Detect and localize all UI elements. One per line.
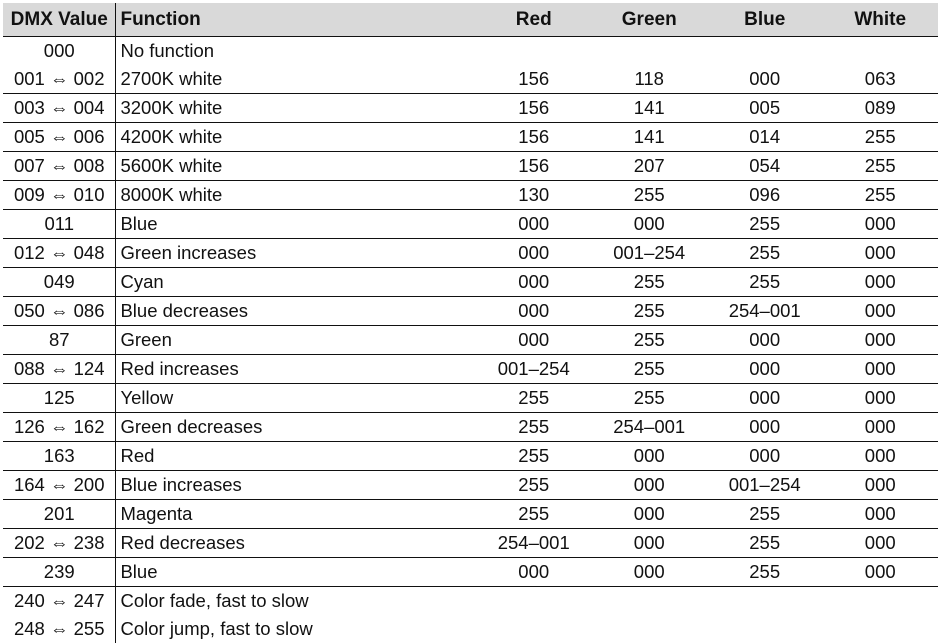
cell-blue: 255 xyxy=(707,239,822,268)
cell-red: 000 xyxy=(476,297,591,326)
cell-red: 255 xyxy=(476,384,591,413)
cell-red: 130 xyxy=(476,181,591,210)
cell-function: 2700K white xyxy=(116,65,476,94)
cell-blue: 005 xyxy=(707,94,822,123)
table-row xyxy=(3,65,938,94)
cell-white: 063 xyxy=(822,65,938,94)
cell-red: 000 xyxy=(476,558,591,587)
cell-dmx: 163 xyxy=(3,442,116,471)
table-row xyxy=(3,413,938,442)
cell-white: 000 xyxy=(822,384,938,413)
cell-blue: 000 xyxy=(707,326,822,355)
cell-blue: 000 xyxy=(707,384,822,413)
table-row xyxy=(3,471,938,500)
cell-blue: 054 xyxy=(707,152,822,181)
cell-dmx: 201 xyxy=(3,500,116,529)
cell-red: 000 xyxy=(476,326,591,355)
cell-green: 000 xyxy=(591,529,706,558)
table-row xyxy=(3,558,938,587)
cell-function: Magenta xyxy=(116,500,476,529)
cell-green xyxy=(591,37,706,66)
cell-red: 000 xyxy=(476,210,591,239)
cell-function: Blue increases xyxy=(116,471,476,500)
cell-green xyxy=(591,587,706,616)
cell-blue: 255 xyxy=(707,210,822,239)
cell-dmx: 005 ⇔ 006 xyxy=(3,123,116,152)
cell-white: 000 xyxy=(822,500,938,529)
header-blue: Blue xyxy=(707,3,822,37)
cell-white: 000 xyxy=(822,297,938,326)
cell-blue: 001–254 xyxy=(707,471,822,500)
table-header-row xyxy=(3,3,938,37)
table-row xyxy=(3,123,938,152)
cell-green: 255 xyxy=(591,181,706,210)
header-red: Red xyxy=(476,3,591,37)
cell-green: 255 xyxy=(591,297,706,326)
cell-function: Green decreases xyxy=(116,413,476,442)
cell-blue: 255 xyxy=(707,558,822,587)
cell-green: 255 xyxy=(591,268,706,297)
cell-dmx: 001 ⇔ 002 xyxy=(3,65,116,94)
table-row xyxy=(3,355,938,384)
cell-white xyxy=(822,37,938,66)
cell-green: 255 xyxy=(591,384,706,413)
cell-red: 255 xyxy=(476,442,591,471)
header-dmx-value: DMX Value xyxy=(3,3,116,37)
header-white: White xyxy=(822,3,938,37)
cell-white: 255 xyxy=(822,123,938,152)
cell-function: Blue xyxy=(116,210,476,239)
cell-white xyxy=(822,615,938,643)
cell-blue: 000 xyxy=(707,65,822,94)
table-body xyxy=(3,37,938,643)
cell-function: Red increases xyxy=(116,355,476,384)
cell-dmx: 248 ⇔ 255 xyxy=(3,615,116,643)
cell-white xyxy=(822,587,938,616)
cell-blue: 096 xyxy=(707,181,822,210)
cell-blue: 255 xyxy=(707,268,822,297)
cell-blue: 014 xyxy=(707,123,822,152)
cell-dmx: 125 xyxy=(3,384,116,413)
cell-red: 000 xyxy=(476,268,591,297)
cell-red: 156 xyxy=(476,94,591,123)
cell-red: 255 xyxy=(476,471,591,500)
table-row xyxy=(3,152,938,181)
cell-white: 255 xyxy=(822,152,938,181)
cell-green: 000 xyxy=(591,500,706,529)
cell-green: 118 xyxy=(591,65,706,94)
cell-red: 001–254 xyxy=(476,355,591,384)
cell-blue xyxy=(707,37,822,66)
table-row xyxy=(3,384,938,413)
cell-function: 5600K white xyxy=(116,152,476,181)
cell-green: 000 xyxy=(591,558,706,587)
cell-green: 255 xyxy=(591,355,706,384)
table-row xyxy=(3,181,938,210)
cell-blue xyxy=(707,615,822,643)
table-row xyxy=(3,615,938,643)
header-green: Green xyxy=(591,3,706,37)
cell-red: 255 xyxy=(476,413,591,442)
cell-red: 156 xyxy=(476,152,591,181)
table-row xyxy=(3,442,938,471)
cell-red: 000 xyxy=(476,239,591,268)
cell-green: 255 xyxy=(591,326,706,355)
cell-function: Red xyxy=(116,442,476,471)
cell-dmx: 088 ⇔ 124 xyxy=(3,355,116,384)
cell-blue: 255 xyxy=(707,500,822,529)
table-row xyxy=(3,529,938,558)
table-row xyxy=(3,326,938,355)
table-row xyxy=(3,297,938,326)
cell-function: Blue xyxy=(116,558,476,587)
cell-function: 3200K white xyxy=(116,94,476,123)
header-function: Function xyxy=(116,3,476,37)
cell-red: 156 xyxy=(476,65,591,94)
cell-green: 141 xyxy=(591,123,706,152)
cell-green: 001–254 xyxy=(591,239,706,268)
cell-dmx: 050 ⇔ 086 xyxy=(3,297,116,326)
cell-green: 000 xyxy=(591,471,706,500)
cell-dmx: 009 ⇔ 010 xyxy=(3,181,116,210)
cell-white: 255 xyxy=(822,181,938,210)
cell-function: 4200K white xyxy=(116,123,476,152)
cell-function: Blue decreases xyxy=(116,297,476,326)
cell-green: 141 xyxy=(591,94,706,123)
cell-dmx: 164 ⇔ 200 xyxy=(3,471,116,500)
cell-function: 8000K white xyxy=(116,181,476,210)
cell-dmx: 049 xyxy=(3,268,116,297)
dmx-function-table xyxy=(3,3,938,643)
table-row xyxy=(3,37,938,66)
cell-blue: 255 xyxy=(707,529,822,558)
cell-white: 000 xyxy=(822,413,938,442)
cell-blue: 000 xyxy=(707,413,822,442)
cell-white: 000 xyxy=(822,471,938,500)
cell-function: Green increases xyxy=(116,239,476,268)
cell-green: 254–001 xyxy=(591,413,706,442)
cell-white: 000 xyxy=(822,210,938,239)
cell-green: 000 xyxy=(591,442,706,471)
cell-dmx: 126 ⇔ 162 xyxy=(3,413,116,442)
cell-function: Green xyxy=(116,326,476,355)
cell-dmx: 007 ⇔ 008 xyxy=(3,152,116,181)
cell-function: Yellow xyxy=(116,384,476,413)
cell-dmx: 87 xyxy=(3,326,116,355)
table-row xyxy=(3,239,938,268)
cell-white: 000 xyxy=(822,326,938,355)
cell-dmx: 240 ⇔ 247 xyxy=(3,587,116,616)
cell-red: 254–001 xyxy=(476,529,591,558)
table-row xyxy=(3,500,938,529)
cell-blue: 254–001 xyxy=(707,297,822,326)
cell-dmx: 011 xyxy=(3,210,116,239)
table-row xyxy=(3,210,938,239)
cell-red: 156 xyxy=(476,123,591,152)
cell-function: Color fade, fast to slow xyxy=(116,587,476,616)
cell-white: 000 xyxy=(822,355,938,384)
cell-green xyxy=(591,615,706,643)
cell-white: 089 xyxy=(822,94,938,123)
cell-red xyxy=(476,587,591,616)
cell-dmx: 003 ⇔ 004 xyxy=(3,94,116,123)
cell-white: 000 xyxy=(822,239,938,268)
cell-white: 000 xyxy=(822,529,938,558)
table-row xyxy=(3,94,938,123)
cell-dmx: 000 xyxy=(3,37,116,66)
cell-blue: 000 xyxy=(707,355,822,384)
cell-blue xyxy=(707,587,822,616)
cell-function: No function xyxy=(116,37,476,66)
cell-function: Red decreases xyxy=(116,529,476,558)
table-row xyxy=(3,268,938,297)
cell-red: 255 xyxy=(476,500,591,529)
cell-red xyxy=(476,37,591,66)
cell-dmx: 239 xyxy=(3,558,116,587)
cell-white: 000 xyxy=(822,268,938,297)
cell-blue: 000 xyxy=(707,442,822,471)
cell-dmx: 202 ⇔ 238 xyxy=(3,529,116,558)
cell-white: 000 xyxy=(822,558,938,587)
cell-red xyxy=(476,615,591,643)
cell-green: 207 xyxy=(591,152,706,181)
cell-white: 000 xyxy=(822,442,938,471)
table-row xyxy=(3,587,938,616)
cell-function: Color jump, fast to slow xyxy=(116,615,476,643)
cell-dmx: 012 ⇔ 048 xyxy=(3,239,116,268)
cell-function: Cyan xyxy=(116,268,476,297)
cell-green: 000 xyxy=(591,210,706,239)
